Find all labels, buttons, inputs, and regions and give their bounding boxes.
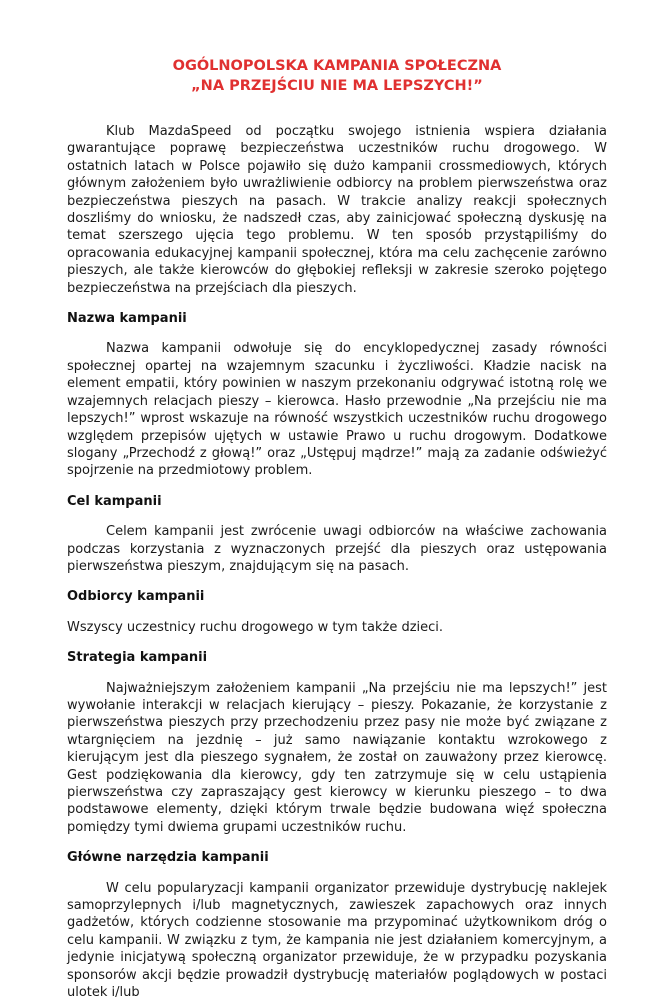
section-heading-cel-kampanii: Cel kampanii (67, 493, 162, 509)
campaign-title-line-2: „NA PRZEJŚCIU NIE MA LEPSZYCH!” (191, 78, 483, 94)
section-heading-nazwa-kampanii: Nazwa kampanii (67, 311, 187, 327)
section-body-glowne-narzedzia-kampanii: W celu popularyzacji kampanii organizator przewiduje dystrybucję naklejek samoprzylepnych i/lub magnetycznych, zawieszek zapachowych oraz innych gadżetów, których codzienne stosowanie ma przypominać użytkownikom dróg o celu kampanii. W związku z tym, że kampania nie jest działaniem komercyjnym, a jedynie inicjatywą społeczną organizator przewiduje, że w przypadku pozyskania sponsorów akcji będzie prowadził dystrybucję materiałów poglądowych w postaci ulotek i/lub (67, 880, 607, 1001)
section-heading-glowne-narzedzia-kampanii: Główne narzędzia kampanii (67, 850, 269, 866)
section-body-odbiorcy-kampanii: Wszyscy uczestnicy ruchu drogowego w tym także dzieci. (67, 619, 444, 635)
intro-paragraph: Klub MazdaSpeed od początku swojego istnienia wspiera działania gwarantujące poprawę bezpieczeństwa uczestników ruchu drogowego. W ostatnich latach w Polsce pojawiło się dużo kampanii crossmediowych, których głównym założeniem było uwrażliwienie odbiorcy na problem pierwszeństwa oraz bezpieczeństwa pieszych na pasach. W trakcie analizy reakcji społecznych doszliśmy do wniosku, że nadszedł czas, aby zainicjować społeczną dyskusję na temat szerszego ujęcia tego problemu. W ten sposób przystąpiliśmy do opracowania edukacyjnej kampanii społecznej, która ma celu zachęcenie zarówno pieszych, ale także kierowców do głębokiej refleksji w zakresie szeroko pojętego bezpieczeństwa na przejściach dla pieszych. (67, 124, 607, 296)
section-heading-strategia-kampanii: Strategia kampanii (67, 650, 208, 666)
campaign-title (67, 56, 607, 96)
section-body-nazwa-kampanii: Nazwa kampanii odwołuje się do encyklopedycznej zasady równości społecznej opartej na wzajemnym szacunku i życzliwości. Kładzie nacisk na element empatii, który powinien w naszym przekonaniu odgrywać istotną rolę we wzajemnych relacjach pieszy – kierowca. Hasło przewodnie „Na przejściu nie ma lepszych!” wprost wskazuje na równość wszystkich uczestników ruchu drogowego względem przepisów ujętych w ustawie Prawo u ruchu drogowym. Dodatkowe slogany „Przechodź z głową!” oraz „Ustępuj mądrze!” mają za zadanie odświeżyć spojrzenie na przedmiotowy problem. (67, 341, 607, 479)
section-heading-odbiorcy-kampanii: Odbiorcy kampanii (67, 589, 205, 605)
campaign-title-line-1: OGÓLNOPOLSKA KAMPANIA SPOŁECZNA (172, 58, 502, 74)
section-body-cel-kampanii: Celem kampanii jest zwrócenie uwagi odbiorców na właściwe zachowania podczas korzystania z wyznaczonych przejść dla pieszych oraz ustępowania pierwszeństwa pieszym, znajdującym się na pasach. (67, 524, 607, 574)
section-body-strategia-kampanii: Najważniejszym założeniem kampanii „Na przejściu nie ma lepszych!” jest wywołanie interakcji w relacjach kierujący – pieszy. Pokazanie, że korzystanie z pierwszeństwa pieszych przy przechodzeniu przez pasy nie może być związane z wtargnięciem na jezdnię – już samo nawiązanie kontaktu wzrokowego z kierującym jest dla pieszego sygnałem, że został on zauważony przez kierowcę. Gest podziękowania dla kierowcy, gdy ten zatrzymuje się w celu ustąpienia pierwszeństwa czy zapraszający gest kierowcy w kierunku pieszego – to dwa podstawowe elementy, dzięki którym trwale będzie budowana więź społeczna pomiędzy tymi dwiema grupami uczestników ruchu. (67, 680, 607, 835)
